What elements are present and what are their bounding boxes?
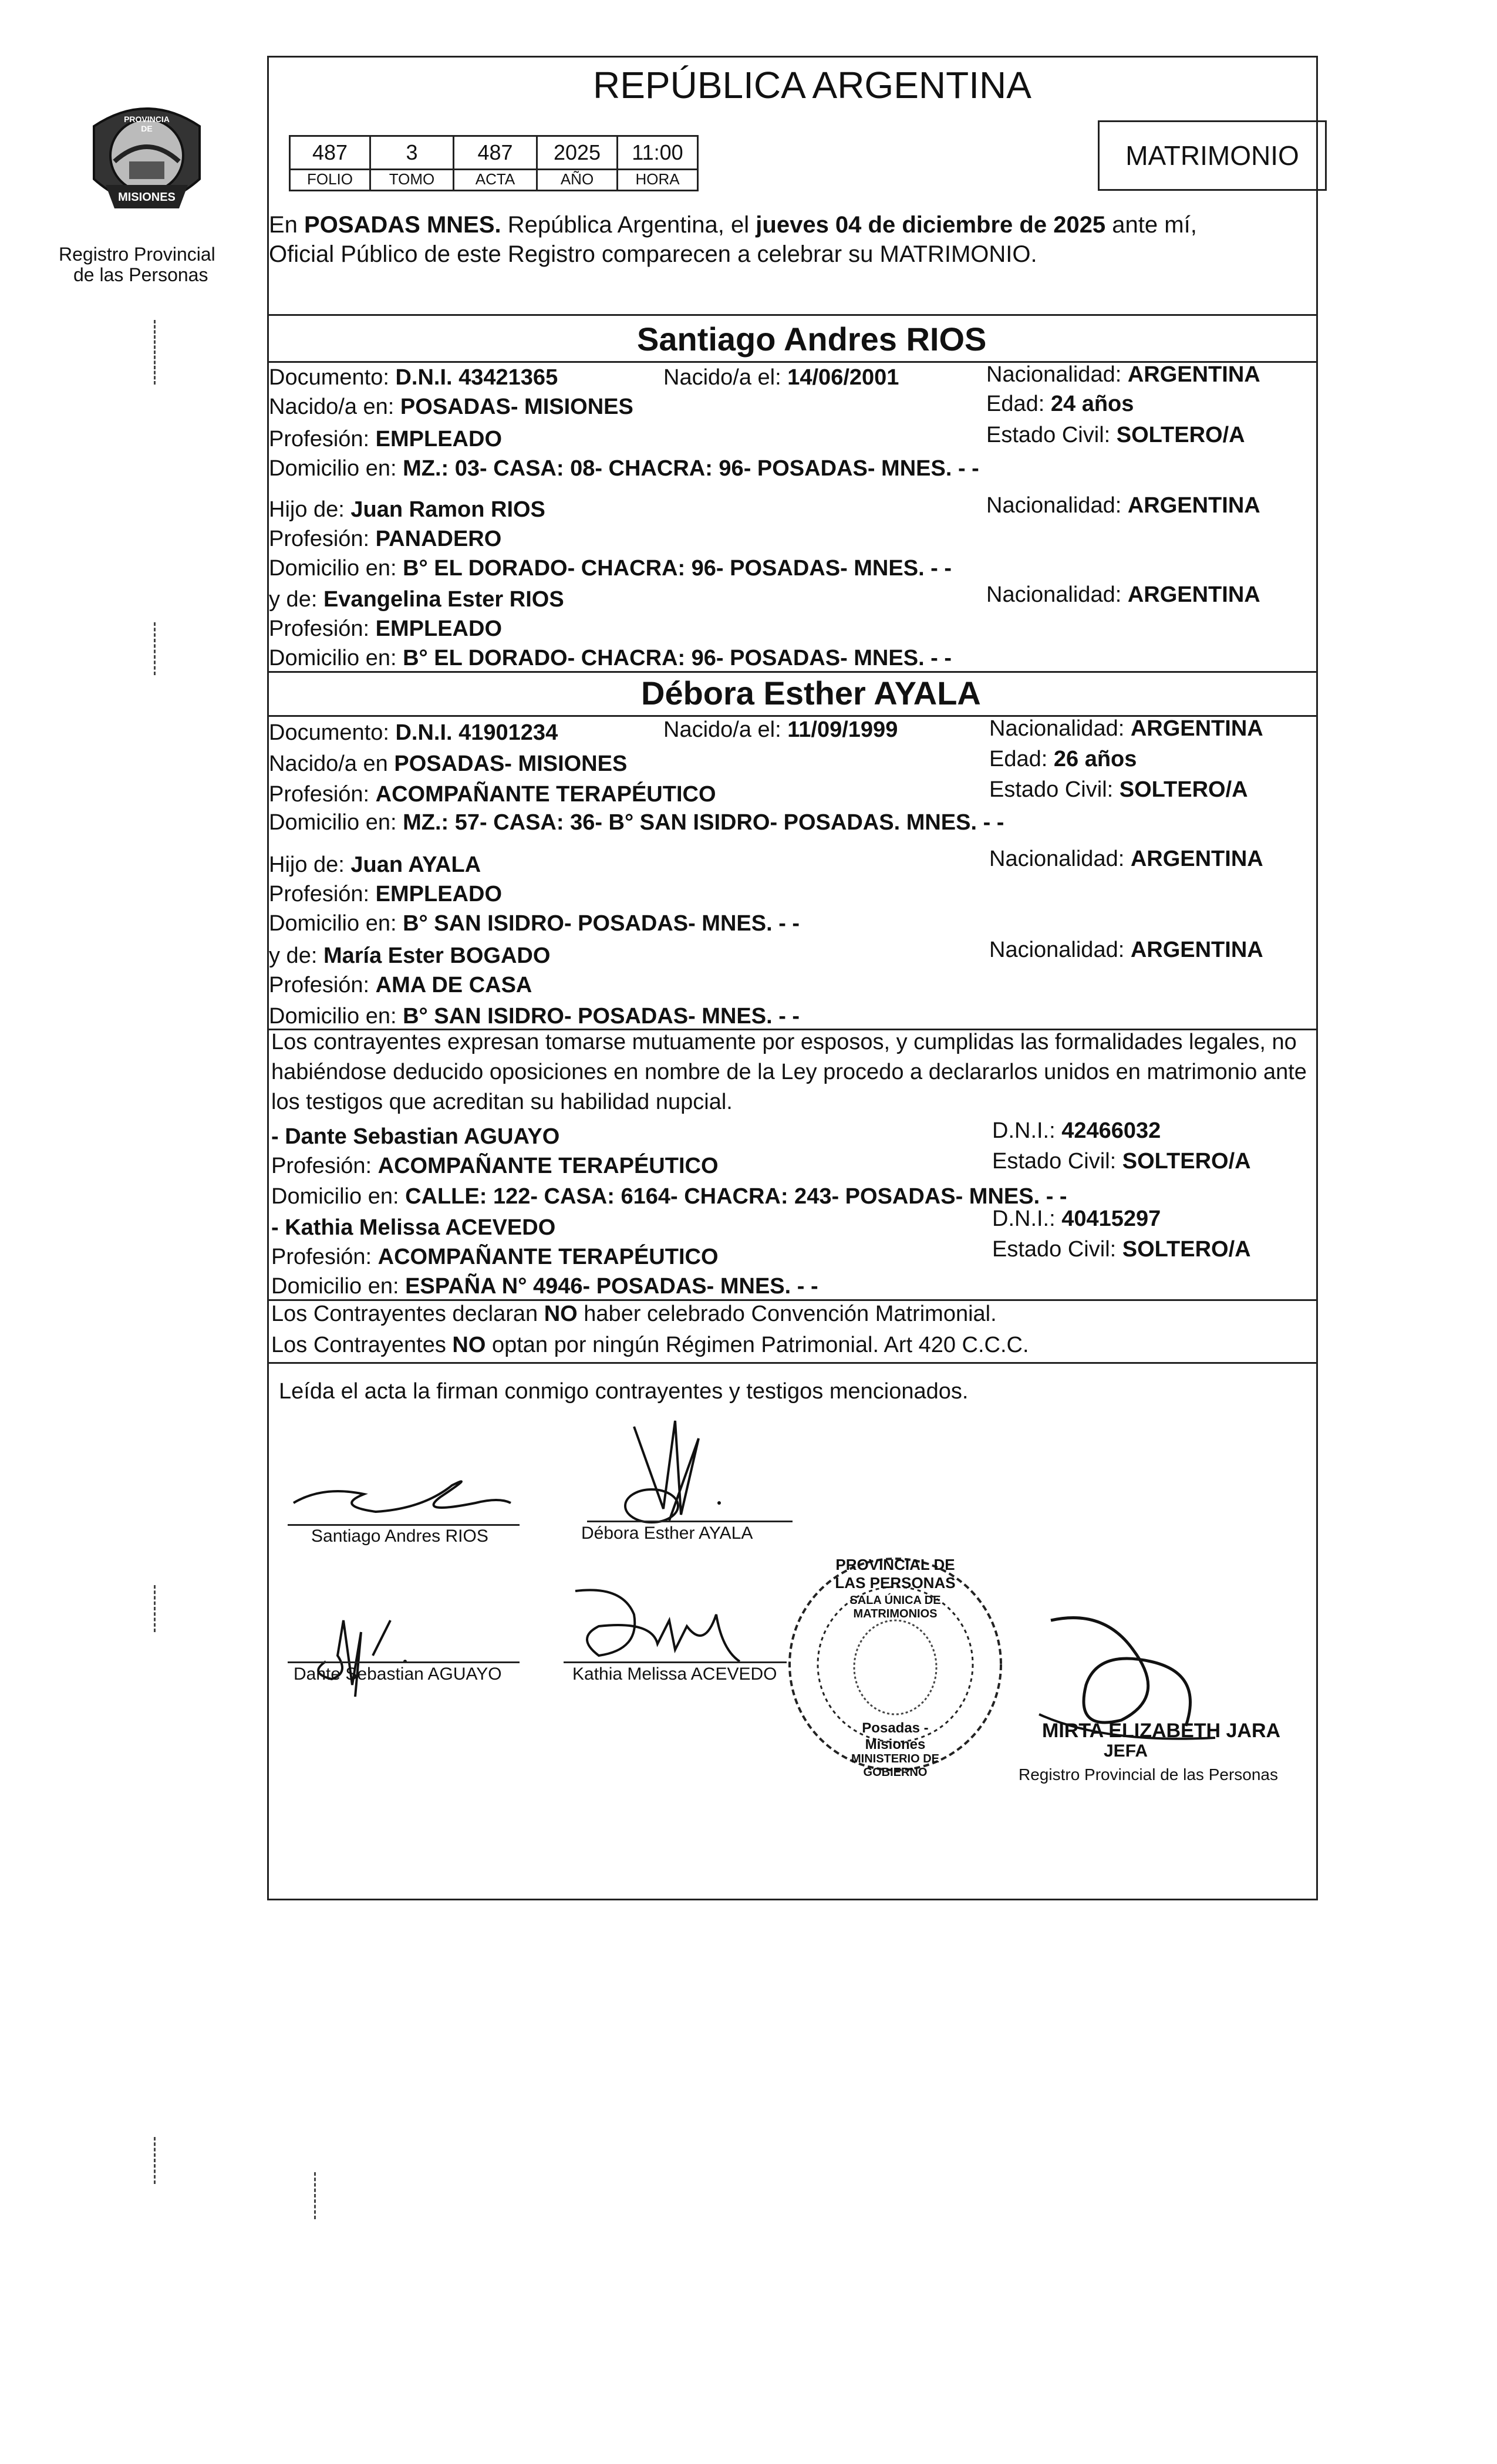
signature-dante xyxy=(296,1597,449,1714)
declaration-line2: habiéndose deducido oposiciones en nombre de la Ley procedo a declararlos unidos en matrimonio ante xyxy=(271,1060,1307,1084)
spouse1-address xyxy=(269,455,979,482)
value: ESPAÑA N° 4946- POSADAS- MNES. - - xyxy=(405,1274,818,1299)
label: Nacionalidad: xyxy=(989,938,1131,962)
value: ARGENTINA xyxy=(1127,493,1260,518)
value: EMPLEADO xyxy=(375,616,503,641)
value: María Ester BOGADO xyxy=(323,943,551,968)
label: Edad: xyxy=(989,747,1054,771)
signature-line xyxy=(288,1524,520,1526)
text: NO xyxy=(544,1302,578,1326)
label: Domicilio en: xyxy=(269,1004,403,1029)
label: Edad: xyxy=(986,392,1051,416)
spouse2-nationality xyxy=(989,715,1263,742)
label: Domicilio en: xyxy=(269,646,403,670)
value: 24 años xyxy=(1050,392,1134,416)
label: y de: xyxy=(269,943,323,968)
seal-ministry-text: MINISTERIO DE GOBIERNO xyxy=(851,1752,939,1779)
value: ARGENTINA xyxy=(1130,938,1263,962)
spouse1-mother-nationality xyxy=(986,581,1260,608)
label: Nacido/a el: xyxy=(663,365,788,390)
value: AMA DE CASA xyxy=(375,973,532,997)
spouse2-profession xyxy=(269,781,716,808)
declaration-line1: Los contrayentes expresan tomarse mutuamente por esposos, y cumplidas las formalidades legales, no xyxy=(271,1030,1297,1054)
official-role: JEFA xyxy=(1104,1741,1148,1761)
spouse2-mother-nationality xyxy=(989,936,1263,963)
label: y de: xyxy=(269,587,323,612)
intro-text: República Argentina, el xyxy=(501,212,756,238)
spouse1-birthplace xyxy=(269,393,633,420)
cell-folio-label: FOLIO xyxy=(289,170,371,191)
spouse1-mother-profession xyxy=(269,615,502,642)
divider xyxy=(267,1362,1318,1364)
label: Documento: xyxy=(269,720,396,745)
intro-text: En xyxy=(269,212,305,238)
page-title: REPÚBLICA ARGENTINA xyxy=(593,64,1031,106)
margin-mark xyxy=(154,2137,156,2184)
margin-mark xyxy=(154,1585,156,1632)
label: Hijo de: xyxy=(269,852,351,877)
spouse2-address xyxy=(269,809,1004,836)
spouse1-father xyxy=(269,496,545,523)
value: POSADAS- MISIONES xyxy=(394,751,628,776)
text: optan por ningún Régimen Patrimonial. Art 420 C.C.C. xyxy=(485,1333,1029,1357)
text: haber celebrado Convención Matrimonial. xyxy=(577,1302,997,1326)
spouse2-mother-address xyxy=(269,1003,800,1030)
value: B° SAN ISIDRO- POSADAS- MNES. - - xyxy=(403,911,800,936)
label: Profesión: xyxy=(269,527,376,551)
label: Nacionalidad: xyxy=(989,716,1131,741)
value: ARGENTINA xyxy=(1130,716,1263,741)
label: Estado Civil: xyxy=(992,1149,1122,1174)
signature-kathia xyxy=(564,1579,751,1673)
value: EMPLEADO xyxy=(375,882,503,906)
label: Profesión: xyxy=(271,1154,378,1178)
label: Documento: xyxy=(269,365,396,390)
signature-line xyxy=(288,1661,520,1663)
divider xyxy=(267,314,1318,316)
divider xyxy=(267,671,1318,673)
value: 42466032 xyxy=(1061,1118,1161,1143)
label: Nacionalidad: xyxy=(986,493,1128,518)
label: Nacionalidad: xyxy=(986,362,1128,387)
spouse1-nationality xyxy=(986,361,1260,388)
text: Los Contrayentes declaran xyxy=(271,1302,544,1326)
spouse2-civil xyxy=(989,776,1248,803)
value: Juan AYALA xyxy=(350,852,481,877)
seal-bottom-text: Posadas - Misiones xyxy=(862,1720,929,1752)
closing-text: Leída el acta la firman conmigo contrayentes y testigos mencionados. xyxy=(279,1379,969,1404)
spouse1-document xyxy=(269,364,558,391)
margin-mark xyxy=(154,320,156,385)
spouse1-civil xyxy=(986,422,1245,449)
label: Estado Civil: xyxy=(989,777,1120,802)
value: SOLTERO/A xyxy=(1119,777,1248,802)
value: MZ.: 03- CASA: 08- CHACRA: 96- POSADAS- MNES. - - xyxy=(403,456,979,481)
label: Domicilio en: xyxy=(269,556,403,581)
label: Estado Civil: xyxy=(992,1237,1122,1262)
spouse1-mother-address xyxy=(269,645,952,672)
value: ACOMPAÑANTE TERAPÉUTICO xyxy=(377,1154,719,1178)
label: Profesión: xyxy=(269,616,376,641)
witness1-name: - Dante Sebastian AGUAYO xyxy=(271,1124,560,1149)
label: Profesión: xyxy=(269,427,376,451)
logo-caption-line1: Registro Provincial xyxy=(59,244,215,265)
witness1-civil xyxy=(992,1148,1251,1175)
spouse2-father-profession xyxy=(269,881,502,908)
text: NO xyxy=(452,1333,486,1357)
cell-year-label: AÑO xyxy=(536,170,618,191)
value: D.N.I. 41901234 xyxy=(395,720,558,745)
intro-place: POSADAS MNES. xyxy=(304,212,501,238)
spouse1-age xyxy=(986,390,1134,417)
spouse1-name: Santiago Andres RIOS xyxy=(637,321,987,358)
cell-tomo-label: TOMO xyxy=(369,170,454,191)
convention-line2 xyxy=(271,1332,1029,1359)
witness2-profession xyxy=(271,1243,719,1270)
label: Nacido/a el: xyxy=(663,717,788,742)
value: D.N.I. 43421365 xyxy=(395,365,558,390)
value: ARGENTINA xyxy=(1130,847,1263,871)
cell-hour-label: HORA xyxy=(616,170,699,191)
value: POSADAS- MISIONES xyxy=(400,395,633,419)
value: PANADERO xyxy=(375,527,502,551)
value: Juan Ramon RIOS xyxy=(350,497,545,522)
intro-date: jueves 04 de diciembre de 2025 xyxy=(756,212,1106,238)
text: Los Contrayentes xyxy=(271,1333,453,1357)
cell-folio-value: 487 xyxy=(289,135,371,170)
value: 40415297 xyxy=(1061,1206,1161,1231)
label: Nacido/a en: xyxy=(269,395,400,419)
spouse1-father-nationality xyxy=(986,492,1260,519)
value: B° EL DORADO- CHACRA: 96- POSADAS- MNES. - - xyxy=(403,646,952,670)
official-name: MIRTA ELIZABETH JARA xyxy=(1042,1720,1281,1742)
label: Profesión: xyxy=(269,882,376,906)
province-logo xyxy=(82,91,211,226)
label: D.N.I.: xyxy=(992,1206,1062,1231)
label: Nacionalidad: xyxy=(986,582,1128,607)
value: Evangelina Ester RIOS xyxy=(323,587,564,612)
label: Nacido/a en xyxy=(269,751,395,776)
signature-debora xyxy=(587,1403,763,1538)
witness2-address xyxy=(271,1273,818,1300)
signature-line xyxy=(587,1521,793,1522)
spouse2-document xyxy=(269,719,558,746)
label: Nacionalidad: xyxy=(989,847,1131,871)
spouse2-father-address xyxy=(269,910,800,937)
witness1-address xyxy=(271,1183,1067,1210)
value: MZ.: 57- CASA: 36- B° SAN ISIDRO- POSADAS. MNES. - - xyxy=(403,810,1004,835)
record-type-box: MATRIMONIO xyxy=(1098,120,1327,191)
value: ACOMPAÑANTE TERAPÉUTICO xyxy=(375,782,716,807)
signature-caption-kathia: Kathia Melissa ACEVEDO xyxy=(572,1664,777,1684)
signature-santiago xyxy=(288,1462,517,1526)
cell-year-value: 2025 xyxy=(536,135,618,170)
value: SOLTERO/A xyxy=(1116,423,1245,447)
intro-text: ante mí, xyxy=(1105,212,1197,238)
value: ACOMPAÑANTE TERAPÉUTICO xyxy=(377,1245,719,1269)
label: Domicilio en: xyxy=(269,810,403,835)
cell-tomo-value: 3 xyxy=(369,135,454,170)
value: CALLE: 122- CASA: 6164- CHACRA: 243- POSADAS- MNES. - - xyxy=(405,1184,1067,1209)
spouse2-born xyxy=(663,716,898,743)
value: SOLTERO/A xyxy=(1122,1149,1251,1174)
spouse2-father xyxy=(269,851,481,878)
label: Profesión: xyxy=(269,782,376,807)
seal-inner-text: SALA ÚNICA DE MATRIMONIOS xyxy=(849,1594,941,1620)
value: B° SAN ISIDRO- POSADAS- MNES. - - xyxy=(403,1004,800,1029)
signature-caption-debora: Débora Esther AYALA xyxy=(581,1523,753,1543)
label: D.N.I.: xyxy=(992,1118,1062,1143)
spouse2-mother-profession xyxy=(269,972,532,999)
intro-line2: Oficial Público de este Registro comparecen a celebrar su MATRIMONIO. xyxy=(269,241,1037,267)
official-seal xyxy=(781,1550,1010,1779)
spouse1-born xyxy=(663,364,899,391)
label: Estado Civil: xyxy=(986,423,1117,447)
cell-hour-value: 11:00 xyxy=(616,135,699,170)
logo-province-name: MISIONES xyxy=(118,191,176,204)
signature-line xyxy=(564,1661,787,1663)
witness1-dni xyxy=(992,1117,1161,1144)
signature-caption-santiago: Santiago Andres RIOS xyxy=(311,1526,488,1546)
value: ARGENTINA xyxy=(1127,362,1260,387)
label: Domicilio en: xyxy=(269,456,403,481)
cell-acta-label: ACTA xyxy=(453,170,538,191)
margin-mark xyxy=(314,2172,316,2219)
logo-caption-line2: de las Personas xyxy=(73,264,208,285)
spouse2-age xyxy=(989,746,1137,773)
label: Domicilio en: xyxy=(271,1274,406,1299)
value: EMPLEADO xyxy=(375,427,503,451)
witness2-name: - Kathia Melissa ACEVEDO xyxy=(271,1215,556,1240)
cell-acta-value: 487 xyxy=(453,135,538,170)
declaration-line3: los testigos que acreditan su habilidad nupcial. xyxy=(271,1090,733,1114)
convention-line1 xyxy=(271,1300,997,1327)
spouse2-father-nationality xyxy=(989,845,1263,872)
label: Profesión: xyxy=(271,1245,378,1269)
value: 11/09/1999 xyxy=(787,717,898,742)
official-office: Registro Provincial de las Personas xyxy=(1019,1765,1278,1784)
logo-province-text: PROVINCIA DE xyxy=(124,114,170,133)
witness1-profession xyxy=(271,1152,719,1179)
spouse1-mother xyxy=(269,586,564,613)
spouse2-name: Débora Esther AYALA xyxy=(641,675,981,712)
witness2-dni xyxy=(992,1205,1161,1232)
spouse2-mother xyxy=(269,942,550,969)
spouse1-father-address xyxy=(269,555,952,582)
label: Hijo de: xyxy=(269,497,351,522)
margin-mark xyxy=(154,622,156,675)
value: ARGENTINA xyxy=(1127,582,1260,607)
spouse2-birthplace xyxy=(269,750,627,777)
value: 26 años xyxy=(1053,747,1137,771)
label: Profesión: xyxy=(269,973,376,997)
spouse1-profession xyxy=(269,426,502,453)
value: 14/06/2001 xyxy=(787,365,899,390)
label: Domicilio en: xyxy=(271,1184,406,1209)
spouse1-father-profession xyxy=(269,525,501,552)
value: B° EL DORADO- CHACRA: 96- POSADAS- MNES. - - xyxy=(403,556,952,581)
intro-line1 xyxy=(269,211,1197,238)
signature-caption-dante: Dante Sebastian AGUAYO xyxy=(294,1664,502,1684)
label: Domicilio en: xyxy=(269,911,403,936)
seal-outer-text: PROVINCIAL DE LAS PERSONAS xyxy=(835,1556,956,1592)
value: SOLTERO/A xyxy=(1122,1237,1251,1262)
witness2-civil xyxy=(992,1236,1251,1263)
